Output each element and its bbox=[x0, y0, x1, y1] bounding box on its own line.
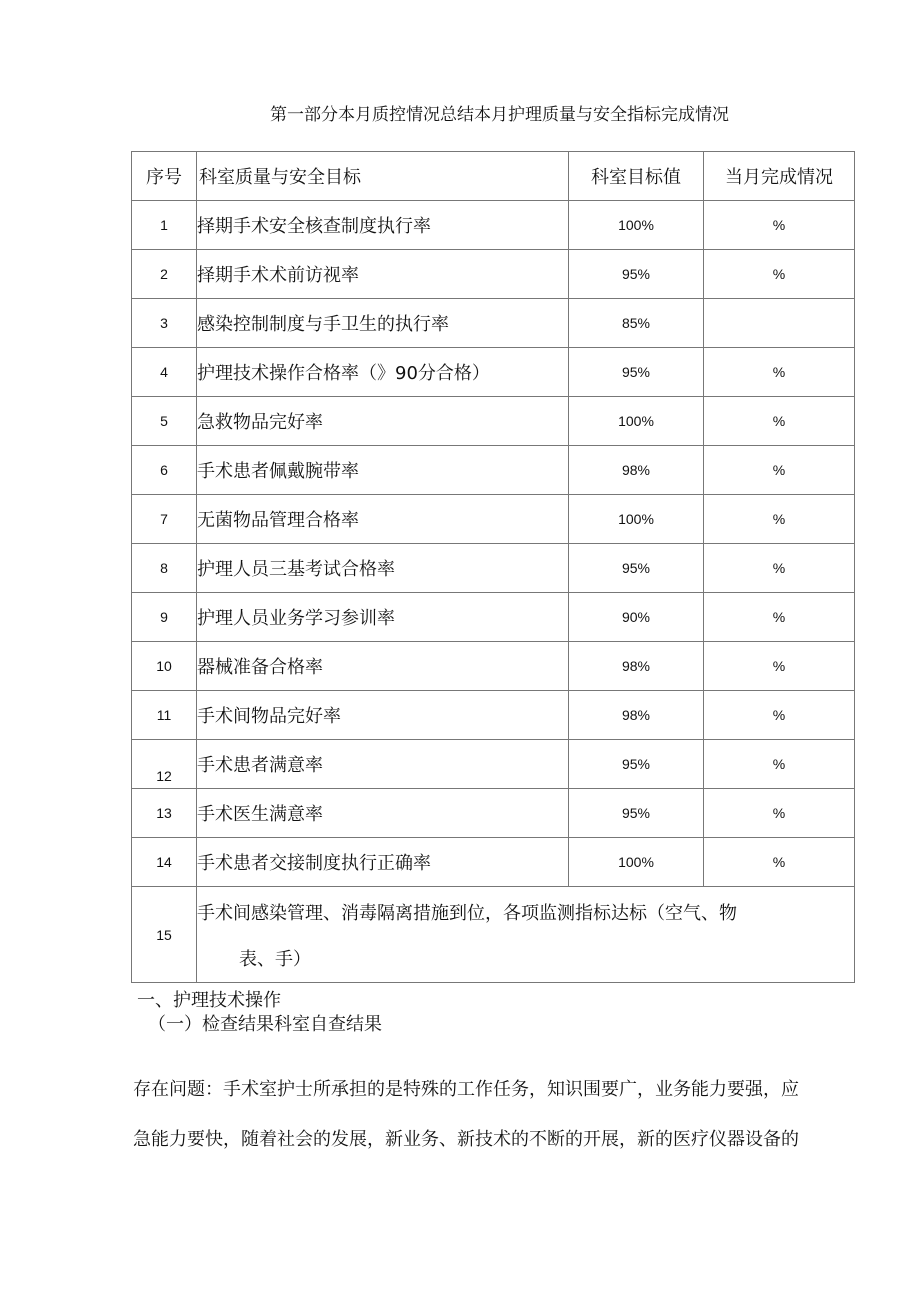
row-goal: 护理人员三基考试合格率 bbox=[197, 544, 569, 593]
header-goal: 科室质量与安全目标 bbox=[197, 152, 569, 201]
table-row bbox=[132, 201, 855, 250]
row-goal: 择期手术安全核查制度执行率 bbox=[197, 201, 569, 250]
row-number: 11 bbox=[132, 691, 197, 740]
row-number: 14 bbox=[132, 838, 197, 887]
table-row bbox=[132, 838, 855, 887]
header-target: 科室目标值 bbox=[569, 152, 704, 201]
row-goal: 手术患者交接制度执行正确率 bbox=[197, 838, 569, 887]
row-actual: % bbox=[704, 740, 855, 789]
row-actual: % bbox=[704, 691, 855, 740]
row-actual: % bbox=[704, 838, 855, 887]
row-goal-merged bbox=[197, 887, 855, 983]
table-row bbox=[132, 397, 855, 446]
row-target: 100% bbox=[569, 397, 704, 446]
page-title: 第一部分本月质控情况总结本月护理质量与安全指标完成情况 bbox=[270, 105, 729, 125]
table-row bbox=[132, 299, 855, 348]
table-row bbox=[132, 544, 855, 593]
row-number: 7 bbox=[132, 495, 197, 544]
row-number: 3 bbox=[132, 299, 197, 348]
row-actual: % bbox=[704, 250, 855, 299]
row-actual: % bbox=[704, 397, 855, 446]
paragraph-line-1: 存在问题：手术室护士所承担的是特殊的工作任务，知识围要广，业务能力要强，应 bbox=[133, 1079, 799, 1100]
table-row bbox=[132, 789, 855, 838]
row-number: 15 bbox=[132, 887, 197, 983]
row-goal: 无菌物品管理合格率 bbox=[197, 495, 569, 544]
table-row bbox=[132, 446, 855, 495]
row-actual: % bbox=[704, 446, 855, 495]
row-target: 98% bbox=[569, 691, 704, 740]
row-actual: % bbox=[704, 544, 855, 593]
row-actual: % bbox=[704, 201, 855, 250]
table-row bbox=[132, 348, 855, 397]
table-row bbox=[132, 740, 855, 789]
row-goal: 手术间物品完好率 bbox=[197, 691, 569, 740]
row-target: 95% bbox=[569, 544, 704, 593]
section-heading: 一、护理技术操作 bbox=[137, 990, 281, 1011]
table-row bbox=[132, 495, 855, 544]
row-actual: % bbox=[704, 348, 855, 397]
row-target: 100% bbox=[569, 201, 704, 250]
row-goal: 手术患者满意率 bbox=[197, 740, 569, 789]
row-target: 85% bbox=[569, 299, 704, 348]
row-target: 98% bbox=[569, 446, 704, 495]
row-target: 98% bbox=[569, 642, 704, 691]
row-actual: % bbox=[704, 593, 855, 642]
row-actual: % bbox=[704, 642, 855, 691]
quality-safety-table bbox=[131, 151, 855, 983]
row-goal: 器械准备合格率 bbox=[197, 642, 569, 691]
row-target: 100% bbox=[569, 838, 704, 887]
row-number: 13 bbox=[132, 789, 197, 838]
row-number: 1 bbox=[132, 201, 197, 250]
section-subheading: （一）检查结果科室自查结果 bbox=[148, 1014, 382, 1035]
row-goal: 感染控制制度与手卫生的执行率 bbox=[197, 299, 569, 348]
row-target: 95% bbox=[569, 250, 704, 299]
row-actual: % bbox=[704, 495, 855, 544]
row-number: 4 bbox=[132, 348, 197, 397]
row-number: 5 bbox=[132, 397, 197, 446]
row-number: 9 bbox=[132, 593, 197, 642]
row-goal: 护理技术操作合格率（》90分合格） bbox=[197, 348, 569, 397]
row-goal: 择期手术术前访视率 bbox=[197, 250, 569, 299]
paragraph-line-2: 急能力要快，随着社会的发展，新业务、新技术的不断的开展，新的医疗仪器设备的 bbox=[133, 1129, 799, 1150]
row-target: 90% bbox=[569, 593, 704, 642]
row-target: 95% bbox=[569, 740, 704, 789]
row-goal: 手术医生满意率 bbox=[197, 789, 569, 838]
row-target: 95% bbox=[569, 348, 704, 397]
row-actual: % bbox=[704, 789, 855, 838]
row-number: 12 bbox=[132, 740, 197, 789]
row-number: 6 bbox=[132, 446, 197, 495]
row-actual bbox=[704, 299, 855, 348]
table-row bbox=[132, 691, 855, 740]
row-goal: 急救物品完好率 bbox=[197, 397, 569, 446]
table-row-15 bbox=[132, 887, 855, 983]
row-number: 8 bbox=[132, 544, 197, 593]
table-row bbox=[132, 642, 855, 691]
row-goal: 护理人员业务学习参训率 bbox=[197, 593, 569, 642]
table-row bbox=[132, 250, 855, 299]
row-number: 10 bbox=[132, 642, 197, 691]
row-target: 95% bbox=[569, 789, 704, 838]
row-goal: 手术患者佩戴腕带率 bbox=[197, 446, 569, 495]
header-number: 序号 bbox=[132, 152, 197, 201]
row-number: 2 bbox=[132, 250, 197, 299]
row-target: 100% bbox=[569, 495, 704, 544]
header-actual: 当月完成情况 bbox=[704, 152, 855, 201]
row-goal-line-2: 表、手） bbox=[239, 949, 311, 970]
row-goal-line-1: 手术间感染管理、消毒隔离措施到位，各项监测指标达标（空气、物 bbox=[197, 903, 737, 924]
table-header-row bbox=[132, 152, 855, 201]
table-row bbox=[132, 593, 855, 642]
